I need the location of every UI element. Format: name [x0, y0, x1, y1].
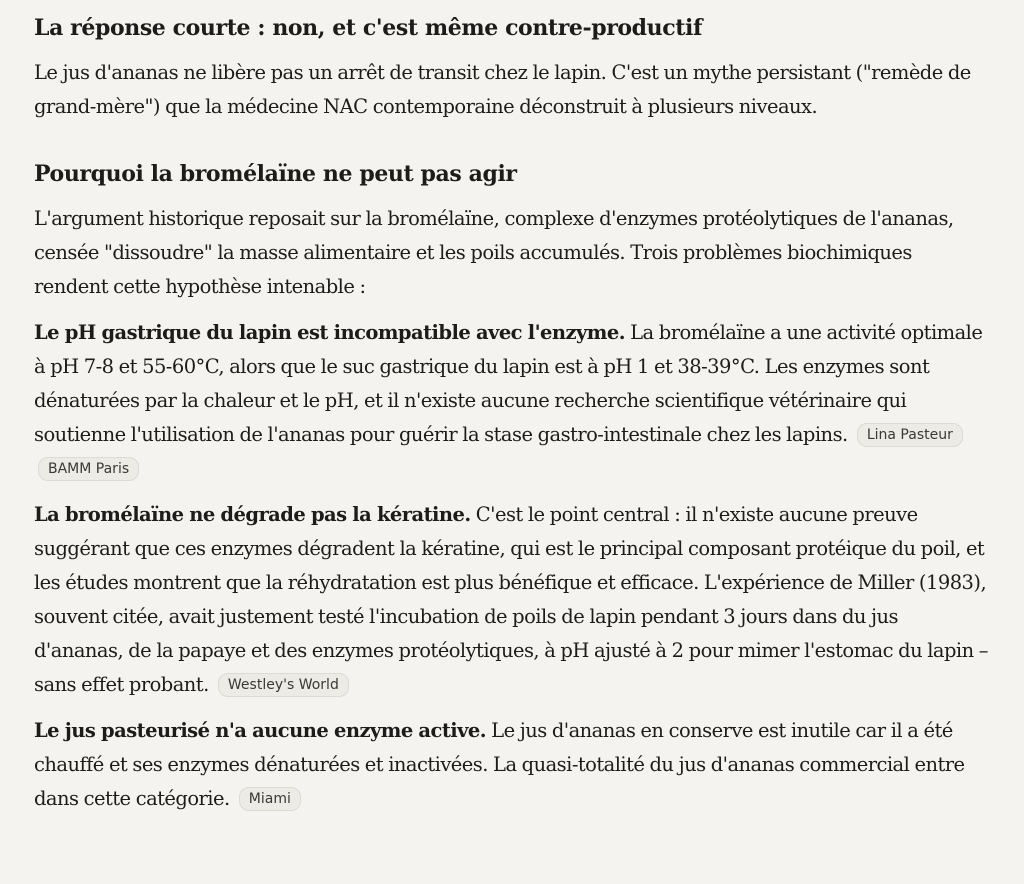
section-heading-bromelain: Pourquoi la bromélaïne ne peut pas agir [34, 161, 517, 187]
citation-chip[interactable]: BAMM Paris [38, 457, 139, 481]
point-lead-ph: Le pH gastrique du lapin est incompatible avec l'enzyme. [34, 321, 625, 344]
citation-chip[interactable]: Miami [239, 787, 301, 811]
point-paragraph-pasteurized [34, 714, 990, 816]
short-answer-paragraph: Le jus d'ananas ne libère pas un arrêt de transit chez le lapin. C'est un mythe persistant ("remède de grand-mère") que la médecine NAC contemporaine déconstruit à plusieurs niveaux. [34, 61, 971, 118]
bromelain-intro-paragraph: L'argument historique reposait sur la bromélaïne, complexe d'enzymes protéolytiques de l'ananas, censée "dissoudre" la masse alimentaire et les poils accumulés. Trois problèmes biochimiques rendent cette hypothèse intenable : [34, 207, 954, 298]
point-lead-pasteurized: Le jus pasteurisé n'a aucune enzyme active. [34, 719, 487, 742]
citation-chip[interactable]: Lina Pasteur [857, 423, 963, 447]
citation-chip[interactable]: Westley's World [218, 673, 349, 697]
point-text-ph: La bromélaïne a une activité optimale à pH 7-8 et 55-60°C, alors que le suc gastrique du lapin est à pH 1 et 38-39°C. Les enzymes sont dénaturées par la chaleur et le pH, et il n'existe aucune recherche scientifique vétérinaire qui soutienne l'utilisation de l'ananas pour guérir la stase gastro-intestinale chez les lapins. [34, 321, 983, 446]
point-paragraph-ph [34, 316, 990, 486]
point-lead-keratin: La bromélaïne ne dégrade pas la kératine. [34, 503, 471, 526]
section-heading-short-answer: La réponse courte : non, et c'est même contre-productif [34, 15, 703, 41]
point-paragraph-keratin [34, 498, 990, 702]
point-text-keratin: C'est le point central : il n'existe aucune preuve suggérant que ces enzymes dégradent la kératine, qui est le principal composant protéique du poil, et les études montrent que la réhydratation est plus bénéfique et efficace. L'expérience de Miller (1983), souvent citée, avait justement testé l'incubation de poils de lapin pendant 3 jours dans du jus d'ananas, de la papaye et des enzymes protéolytiques, à pH ajusté à 2 pour mimer l'estomac du lapin – sans effet probant. [34, 503, 988, 696]
point-text-pasteurized: Le jus d'ananas en conserve est inutile car il a été chauffé et ses enzymes dénaturées et inactivées. La quasi-totalité du jus d'ananas commercial entre dans cette catégorie. [34, 719, 965, 810]
